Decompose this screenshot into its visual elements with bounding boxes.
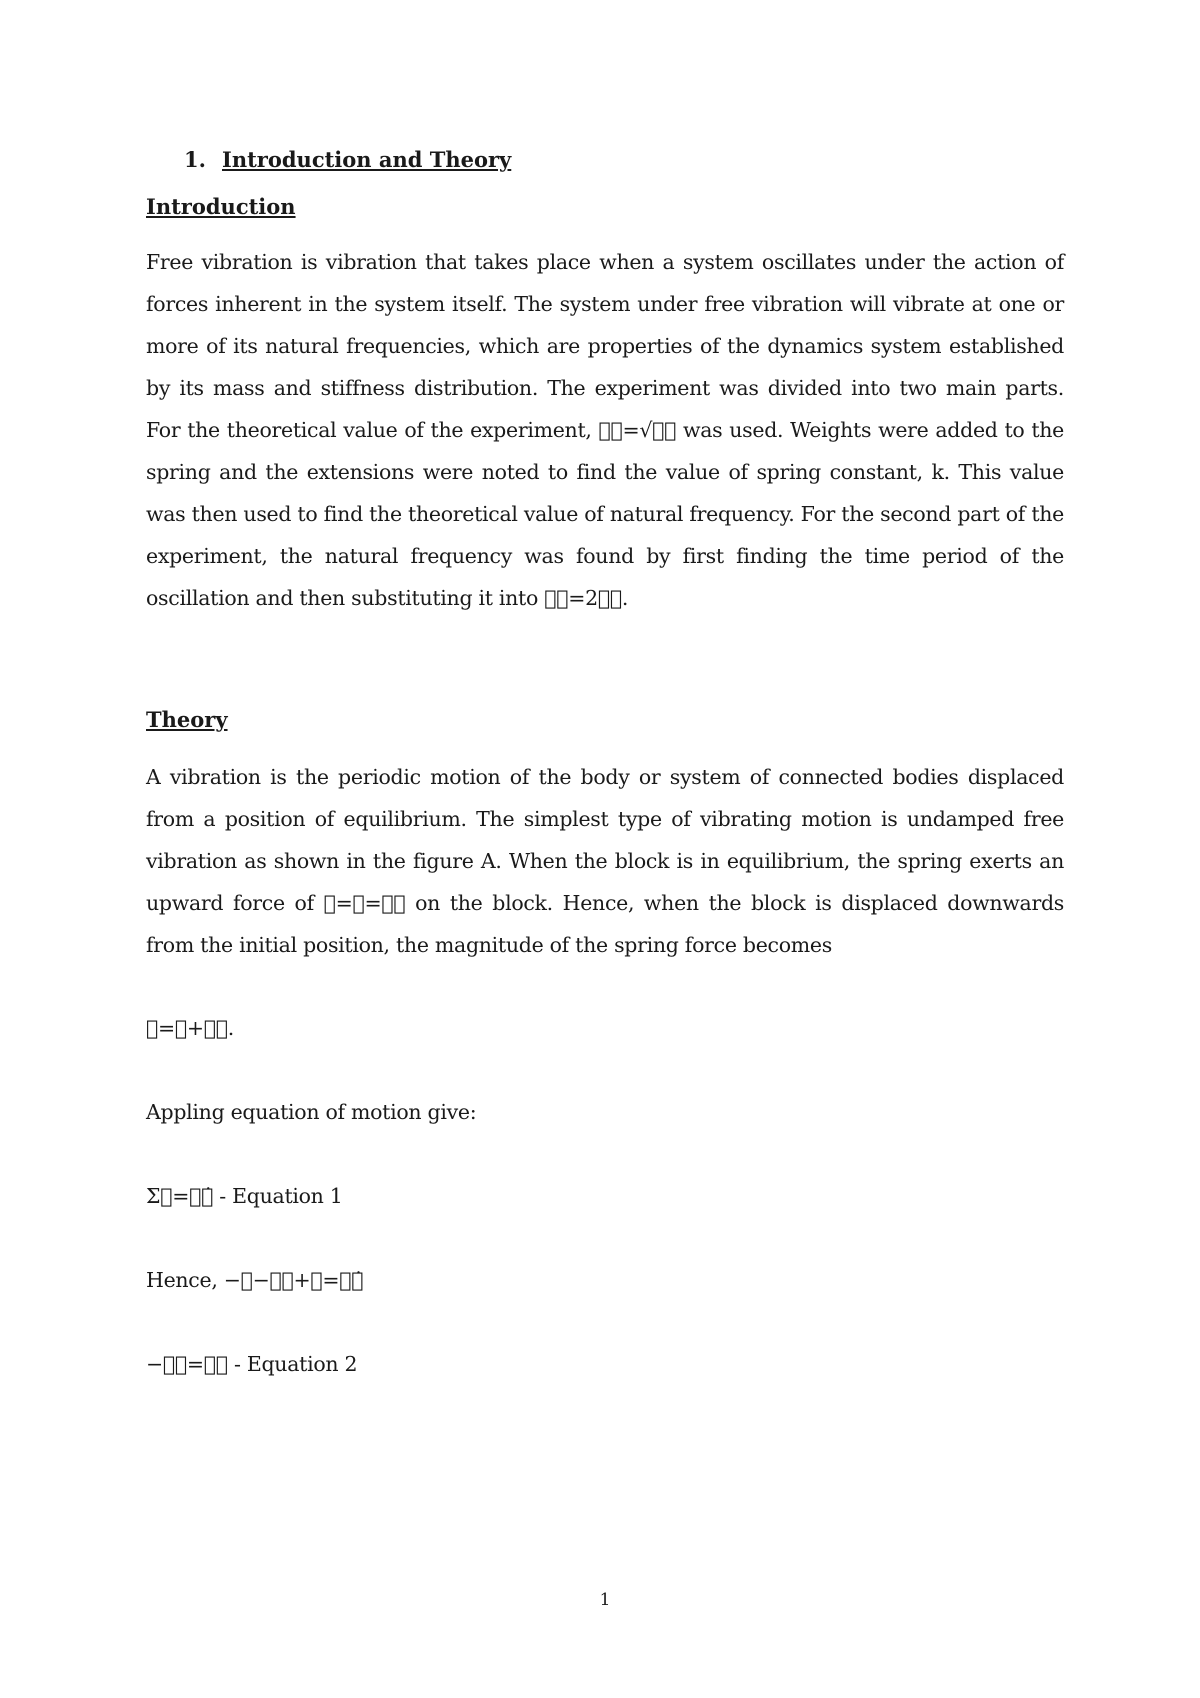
equation-2: −  =   - Equation 2 [146, 1352, 358, 1376]
theory-heading: Theory [146, 707, 228, 732]
theory-paragraph: A vibration is the periodic motion of the body or system of connected bodies displaced from a position of equilibrium. The simplest type of vibrating motion is undamped free vibration as shown in the figure A. When the block is in equilibrium, the spring exerts an upward force of  = =   on the block. Hence, when the block is displaced downwards from the initial position, the magnitude of the spring force becomes [146, 765, 1064, 957]
introduction-paragraph: Free vibration is vibration that takes place when a system oscillates under the action of forces inherent in the system itself. The system under free vibration will vibrate at one or more of its natural frequencies, which are properties of the dynamics system established by its mass and stiffness distribution. The experiment was divided into two main parts. For the theoretical value of the experiment,   =√   was used. Weights were added to the spring and the extensions were noted to find the value of spring constant, k. This value was then used to find the theoretical value of natural frequency. For the second part of the experiment, the natural frequency was found by first finding the time period of the oscillation and then substituting it into   =2  . [146, 250, 1064, 610]
section-heading [146, 146, 511, 174]
section-number: 1. [184, 147, 206, 172]
spring-force-equation:  = +  . [146, 1016, 234, 1040]
hence-equation: Hence, − −  + =  ̇ [146, 1268, 364, 1292]
section-title: Introduction and Theory [222, 147, 512, 172]
document-page [146, 0, 1064, 1698]
equation-1: Σ =  ̇ - Equation 1 [146, 1184, 343, 1208]
appling-text: Appling equation of motion give: [146, 1100, 477, 1124]
introduction-heading: Introduction [146, 194, 296, 219]
page-number: 1 [599, 1590, 611, 1610]
